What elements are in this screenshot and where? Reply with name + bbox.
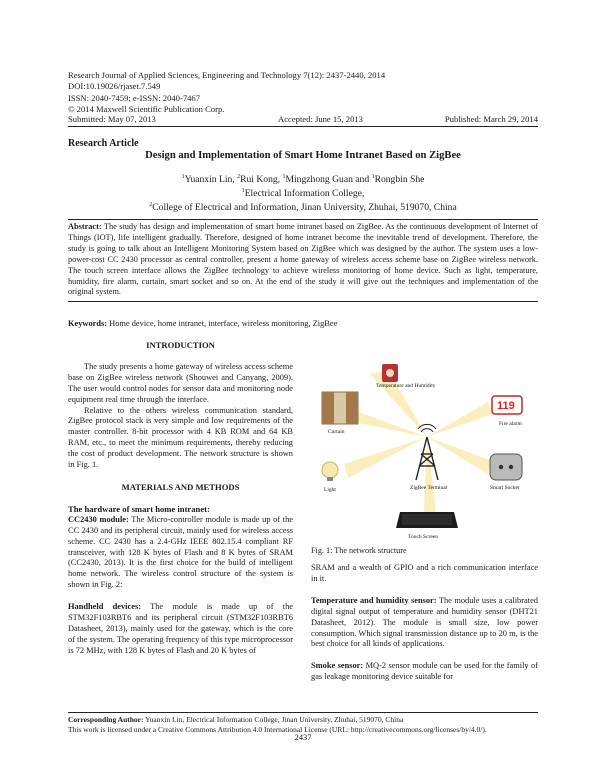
author-list: $^1$Yuanxin Lin, $^2$Rui Kong, $^1$Mingzhong Guan and $^1$Rongbin She [181, 174, 425, 186]
figure-1-caption: Fig. 1: The network structure [311, 546, 407, 555]
paper-title: Design and Implementation of Smart Home Intranet Based on ZigBee [145, 150, 461, 161]
label-curtain: Curtain [328, 429, 345, 435]
label-zigbee-terminal: ZigBee Terminal [410, 485, 448, 491]
abstract-label: Abstract: [68, 222, 102, 231]
label-touch-screen: Touch Screen [408, 534, 439, 540]
curtain-icon [322, 392, 358, 424]
label-light: Light [324, 487, 336, 493]
touch-screen-icon [396, 512, 458, 528]
right-column [311, 563, 538, 683]
label-fire-alarm: Fire alarm [499, 421, 522, 427]
temperature-sensor-icon [382, 364, 398, 382]
sram-continuation: SRAM and a wealth of GPIO and a rich communication interface in it. [311, 563, 538, 583]
methods-heading: MATERIALS AND METHODS [121, 481, 240, 492]
introduction-heading: INTRODUCTION [146, 340, 215, 350]
abstract-text: The study has design and implementation of smart home intranet based on ZigBee. As the continuous development of Internet of Things (IOT), life intelligent gradually. Therefore, designed of home intranet become the inevitable trend of development. Therefore, the study is going to talk about an Intelligent Monitoring System based on ZigBee which was designed by the author. The system uses a low-power-cost CC 2430 processor as central controller, present a home gateway of wireless access scheme base on ZigBee wireless network. The touch screen interface allows the ZigBee technology to achieve wireless monitoring of home device. Such as light, temperature, humidity, fire alarm, curtain, smart socket and so on. At the end of the study it will give out the techniques and implementation of the original system. [68, 222, 538, 297]
issn: ISSN: 2040-7459; e-ISSN: 2040-7467 [68, 92, 201, 103]
smart-socket-icon [490, 454, 522, 480]
svg-text:119: 119 [497, 400, 515, 412]
keywords-label: Keywords: [68, 319, 108, 328]
journal-header [68, 70, 538, 115]
dates-line [68, 114, 538, 127]
keywords [68, 319, 538, 328]
page-number: 2437 [294, 733, 312, 742]
authors-block [68, 172, 538, 213]
temperature-paragraph: Temperature and humidity sensor: The module uses a calibrated digital signal output of temperature and humidity sensor (DHT21 Datasheet, 2012). The module is small size, low power consumption. Which signal transmission distance up to 20 m, is the best choice for all kinds of applications. [311, 595, 538, 649]
abstract [68, 219, 538, 302]
intro-paragraph-1: The study presents a home gateway of wireless access scheme base on ZigBee wireless network (Shouwei and Canyang, 2009). The user would control nodes for sensor data and monitoring node equipment real time through the interface. [68, 361, 293, 404]
light-bulb-icon [322, 462, 338, 481]
network-structure-figure [318, 362, 538, 542]
intro-paragraph-2: Relative to the others wireless communication standard, ZigBee protocol stack is very simple and low requirements of the master controller. 8-bit processor with 4 KB ROM and 64 KB RAM, etc., to meet the minimum requirements, thereby reducing the cost of product development. The network structure is shown in Fig. 1. [68, 405, 293, 470]
article-type: Research Article [68, 138, 139, 149]
cc2430-paragraph: CC2430 module: The Micro-controller module is made up of the CC 2430 and its peripheral circuit, mainly used for wireless access scheme. CC 2430 has a 2.4-GHz IEEE 802.15.4 compliant RF transceiver, with 128 K bytes of Flash and 8 K bytes of SRAM (CC2430, 2013). It is the first choice for the build of intelligent home network. The wireless control structure of the system is shown in Fig. 2: [68, 514, 293, 590]
corresponding-author: Corresponding Author: Yuanxin Lin, Electrical Information College, Jinan University, Zhuhai, 519070, China [68, 715, 404, 724]
accepted-date: Accepted: June 15, 2013 [278, 114, 363, 124]
copyright: © 2014 Maxwell Scientific Publication Corp. [68, 103, 225, 114]
affiliation-1: $^1$Electrical Information College, [241, 187, 365, 199]
journal-citation: Research Journal of Applied Sciences, Engineering and Technology 7(12): 2437-2440, 2014 [68, 70, 386, 80]
keywords-text: Home device, home intranet, interface, wireless monitoring, ZigBee [107, 319, 338, 328]
published-date: Published: March 29, 2014 [444, 114, 538, 124]
doi: DOI:10.19026/rjaset.7.549 [68, 81, 161, 92]
left-column [68, 340, 293, 657]
handheld-paragraph: Handheld devices: The module is made up of the STM32F103RBT6 and its peripheral circuit (STM32F103RBT6 Datasheet, 2013), mainly used for the gateway, which is the core of the system. The operating frequency of this type microprocessor is 72 MHz, with 128 K bytes of Flash and 20 K bytes of [68, 602, 294, 655]
label-smart-socket: Smart Socket [490, 485, 520, 491]
license-note: This work is licensed under a Creative Commons Attribution 4.0 International License (URL: http://creativecommons.org/licenses/by/4.0/). [68, 724, 487, 734]
fire-alarm-icon [492, 396, 522, 414]
footer [68, 712, 538, 734]
smoke-paragraph: Smoke sensor: MQ-2 sensor module can be used for the family of gas leakage monitoring device suitable for [311, 661, 538, 682]
submitted-date: Submitted: May 07, 2013 [68, 114, 156, 124]
label-temperature: Temperature and Humidity [376, 383, 436, 389]
hardware-heading: The hardware of smart home intranet: [68, 503, 210, 514]
affiliation-2: $^2$College of Electrical and Information, Jinan University, Zhuhai, 519070, China [149, 201, 457, 213]
